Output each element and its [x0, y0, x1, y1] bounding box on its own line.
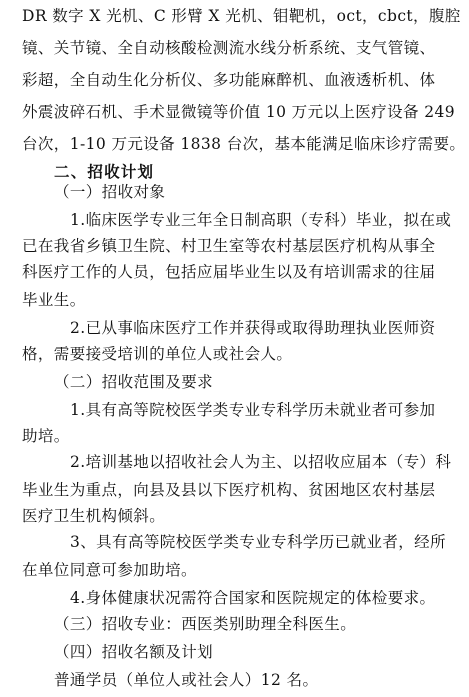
- paragraph-line: DR 数字 X 光机、C 形臂 X 光机、钼靶机，oct，cbct，腹腔: [22, 7, 461, 25]
- paragraph-line: 科医疗工作的人员，包括应届毕业生以及有培训需求的往届: [22, 263, 436, 281]
- subsection-heading: （三）招收专业：西医类别助理全科医生。: [54, 615, 357, 633]
- paragraph-line: 2.已从事临床医疗工作并获得或取得助理执业医师资: [70, 319, 436, 337]
- section-heading: 二、招收计划: [54, 163, 155, 181]
- paragraph-line: 毕业生为重点，向县及县以下医疗机构、贫困地区农村基层: [22, 481, 436, 499]
- subsection-heading: （四）招收名额及计划: [54, 643, 214, 661]
- paragraph-line: 已在我省乡镇卫生院、村卫生室等农村基层医疗机构从事全: [22, 237, 436, 255]
- paragraph-line: 1.具有高等院校医学类专业专科学历未就业者可参加: [70, 401, 436, 419]
- paragraph-line: 3、具有高等院校医学类专业专科学历已就业者，经所: [70, 533, 446, 551]
- paragraph-line: 医疗卫生机构倾斜。: [22, 507, 166, 525]
- paragraph-line: 镜、关节镜、全自动核酸检测流水线分析系统、支气管镜、: [22, 39, 436, 57]
- paragraph-line: 毕业生。: [22, 291, 86, 309]
- subsection-heading: （二）招收范围及要求: [54, 373, 214, 391]
- paragraph-line: 外震波碎石机、手术显微镜等价值 10 万元以上医疗设备 249: [22, 103, 455, 121]
- paragraph-line: 在单位同意可参加助培。: [22, 561, 197, 579]
- subsection-heading: （一）招收对象: [54, 183, 166, 201]
- paragraph-line: 助培。: [22, 427, 70, 445]
- paragraph-line: 台次，1-10 万元设备 1838 台次，基本能满足临床诊疗需要。: [22, 135, 466, 153]
- paragraph-line: 1.临床医学专业三年全日制高职（专科）毕业，拟在或: [70, 211, 452, 229]
- paragraph-line: 普通学员（单位人或社会人）12 名。: [54, 671, 319, 689]
- paragraph-line: 2.培训基地以招收社会人为主、以招收应届本（专）科: [70, 453, 452, 471]
- paragraph-line: 4.身体健康状况需符合国家和医院规定的体检要求。: [70, 589, 436, 607]
- paragraph-line: 彩超，全自动生化分析仪、多功能麻醉机、血液透析机、体: [22, 71, 436, 89]
- paragraph-line: 格，需要接受培训的单位人或社会人。: [22, 345, 293, 363]
